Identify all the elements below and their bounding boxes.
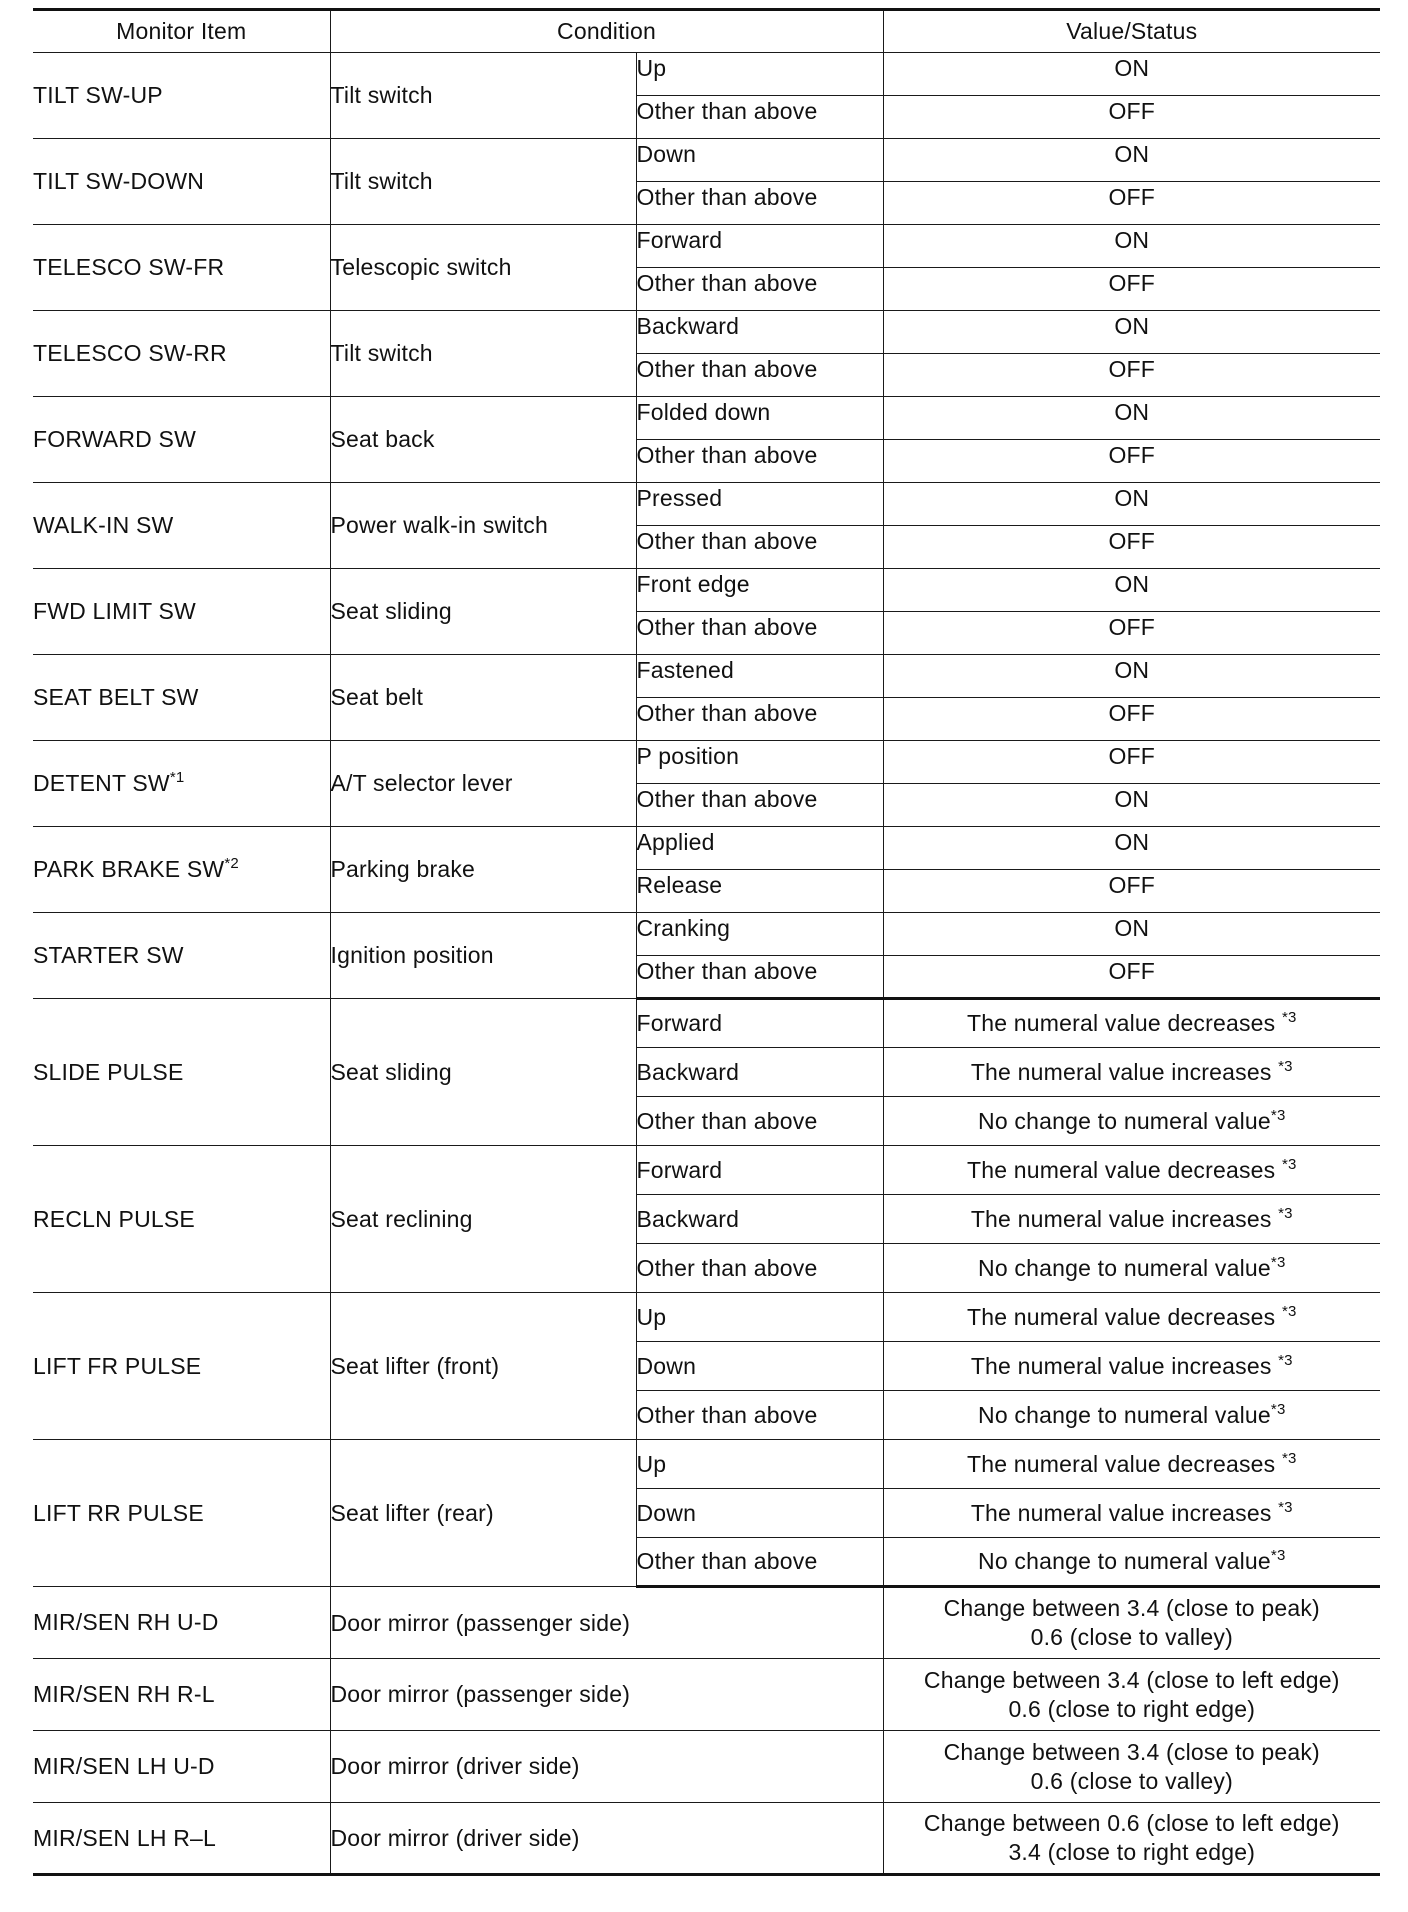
condition-label: Door mirror (driver side) xyxy=(330,1803,883,1875)
value-status: ON xyxy=(883,53,1380,96)
value-status xyxy=(883,1195,1380,1244)
value-status: OFF xyxy=(883,956,1380,999)
value-status xyxy=(883,1538,1380,1587)
value-status xyxy=(883,1097,1380,1146)
condition-state: Backward xyxy=(636,1048,883,1097)
table-row xyxy=(33,1146,1380,1195)
mirror-sensor-items-section xyxy=(33,1587,1380,1875)
condition-label: Seat lifter (rear) xyxy=(330,1440,636,1587)
condition-label: Door mirror (driver side) xyxy=(330,1731,883,1803)
table-row xyxy=(33,913,1380,956)
condition-state: Down xyxy=(636,1342,883,1391)
footnote-marker: *3 xyxy=(1281,1155,1297,1173)
monitor-item-name: SLIDE PULSE xyxy=(33,999,330,1146)
condition-label: Power walk-in switch xyxy=(330,483,636,569)
condition-state: Other than above xyxy=(636,354,883,397)
value-status: OFF xyxy=(883,526,1380,569)
condition-state: P position xyxy=(636,741,883,784)
value-status: ON xyxy=(883,397,1380,440)
value-status: OFF xyxy=(883,870,1380,913)
condition-label: Seat reclining xyxy=(330,1146,636,1293)
condition-state: Other than above xyxy=(636,96,883,139)
value-status: OFF xyxy=(883,440,1380,483)
value-status xyxy=(883,1803,1380,1875)
condition-state: Other than above xyxy=(636,784,883,827)
value-status xyxy=(883,1440,1380,1489)
value-status: ON xyxy=(883,139,1380,182)
header-monitor-item: Monitor Item xyxy=(33,10,330,53)
value-status: OFF xyxy=(883,354,1380,397)
monitor-item-name: TILT SW-UP xyxy=(33,53,330,139)
value-status-text: The numeral value increases xyxy=(970,1205,1279,1232)
table-row xyxy=(33,397,1380,440)
footnote-marker: *3 xyxy=(1278,1204,1293,1222)
monitor-item-name-text: DETENT SW xyxy=(33,770,170,796)
condition-label: Tilt switch xyxy=(330,53,636,139)
condition-state: Other than above xyxy=(636,1391,883,1440)
table-row xyxy=(33,483,1380,526)
table-row xyxy=(33,1803,1380,1875)
condition-state: Up xyxy=(636,1440,883,1489)
value-status xyxy=(883,1659,1380,1731)
table-row xyxy=(33,569,1380,612)
condition-label: Seat sliding xyxy=(330,569,636,655)
monitor-item-name xyxy=(33,741,330,827)
condition-state: Other than above xyxy=(636,526,883,569)
value-status: ON xyxy=(883,784,1380,827)
value-status: ON xyxy=(883,827,1380,870)
value-line-2: 0.6 (close to right edge) xyxy=(1008,1695,1256,1722)
value-status: OFF xyxy=(883,268,1380,311)
table-row xyxy=(33,1659,1380,1731)
value-status-text: The numeral value increases xyxy=(970,1499,1279,1526)
footnote-marker: *3 xyxy=(1270,1106,1286,1124)
value-line-1: Change between 3.4 (close to peak) xyxy=(943,1595,1320,1621)
monitor-item-name: MIR/SEN LH U-D xyxy=(33,1731,330,1803)
value-line-1: Change between 0.6 (close to left edge) xyxy=(923,1810,1340,1836)
table-row xyxy=(33,53,1380,96)
monitor-item-name: MIR/SEN LH R–L xyxy=(33,1803,330,1875)
table-row xyxy=(33,1440,1380,1489)
value-status: ON xyxy=(883,225,1380,268)
condition-label: Tilt switch xyxy=(330,139,636,225)
condition-state: Forward xyxy=(636,225,883,268)
table-row xyxy=(33,1293,1380,1342)
condition-state: Other than above xyxy=(636,1097,883,1146)
condition-state: Pressed xyxy=(636,483,883,526)
value-status xyxy=(883,1048,1380,1097)
condition-state: Other than above xyxy=(636,612,883,655)
condition-state: Other than above xyxy=(636,698,883,741)
value-status-text: The numeral value decreases xyxy=(966,1010,1282,1036)
monitor-item-name: MIR/SEN RH R-L xyxy=(33,1659,330,1731)
header-value-status: Value/Status xyxy=(883,10,1380,53)
value-status: ON xyxy=(883,311,1380,354)
value-status-text: The numeral value decreases xyxy=(966,1450,1282,1477)
footnote-marker: *3 xyxy=(1278,1498,1293,1516)
table-row xyxy=(33,827,1380,870)
monitor-item-name-text: PARK BRAKE SW xyxy=(33,856,225,882)
value-line-2: 3.4 (close to right edge) xyxy=(1008,1839,1256,1865)
header-condition: Condition xyxy=(330,10,883,53)
value-status-text: No change to numeral value xyxy=(978,1254,1271,1281)
condition-state: Forward xyxy=(636,1146,883,1195)
value-status xyxy=(883,1391,1380,1440)
value-status xyxy=(883,1489,1380,1538)
footnote-marker: *3 xyxy=(1270,1253,1286,1271)
condition-label: Seat belt xyxy=(330,655,636,741)
table-row xyxy=(33,139,1380,182)
monitor-item-name: STARTER SW xyxy=(33,913,330,999)
value-status xyxy=(883,1731,1380,1803)
footnote-marker: *3 xyxy=(1278,1057,1293,1075)
value-status: OFF xyxy=(883,182,1380,225)
value-status-text: The numeral value increases xyxy=(970,1352,1279,1379)
condition-label: Tilt switch xyxy=(330,311,636,397)
condition-state: Up xyxy=(636,1293,883,1342)
monitor-item-name xyxy=(33,827,330,913)
value-status-text: No change to numeral value xyxy=(978,1401,1271,1428)
condition-state: Other than above xyxy=(636,440,883,483)
monitor-item-name: FORWARD SW xyxy=(33,397,330,483)
monitor-item-name: TELESCO SW-FR xyxy=(33,225,330,311)
value-status: OFF xyxy=(883,96,1380,139)
value-status-text: No change to numeral value xyxy=(978,1548,1271,1574)
condition-state: Backward xyxy=(636,311,883,354)
condition-state: Cranking xyxy=(636,913,883,956)
value-status-text: The numeral value decreases xyxy=(966,1303,1282,1330)
value-status xyxy=(883,1342,1380,1391)
value-status-text: No change to numeral value xyxy=(978,1107,1271,1134)
value-status xyxy=(883,1244,1380,1293)
condition-label: Seat back xyxy=(330,397,636,483)
monitor-item-table xyxy=(33,8,1380,1876)
monitor-item-name: TILT SW-DOWN xyxy=(33,139,330,225)
footnote-marker: *3 xyxy=(1270,1547,1286,1564)
pulse-items-section xyxy=(33,999,1380,1587)
table-row xyxy=(33,311,1380,354)
condition-label: Ignition position xyxy=(330,913,636,999)
value-line-2: 0.6 (close to valley) xyxy=(1030,1624,1233,1650)
footnote-marker: *3 xyxy=(1270,1400,1286,1418)
table-row xyxy=(33,225,1380,268)
condition-state: Other than above xyxy=(636,1538,883,1587)
value-status: OFF xyxy=(883,741,1380,784)
condition-label: Door mirror (passenger side) xyxy=(330,1587,883,1659)
monitor-item-name: LIFT FR PULSE xyxy=(33,1293,330,1440)
condition-state: Up xyxy=(636,53,883,96)
value-status xyxy=(883,1293,1380,1342)
monitor-item-name: MIR/SEN RH U-D xyxy=(33,1587,330,1659)
value-status: OFF xyxy=(883,698,1380,741)
value-line-1: Change between 3.4 (close to left edge) xyxy=(923,1666,1340,1693)
value-status-text: The numeral value decreases xyxy=(966,1156,1282,1183)
condition-state: Other than above xyxy=(636,956,883,999)
condition-label: Telescopic switch xyxy=(330,225,636,311)
condition-label: A/T selector lever xyxy=(330,741,636,827)
footnote-marker: *2 xyxy=(224,855,239,872)
monitor-item-name: TELESCO SW-RR xyxy=(33,311,330,397)
condition-state: Other than above xyxy=(636,268,883,311)
condition-label: Seat lifter (front) xyxy=(330,1293,636,1440)
footnote-marker: *3 xyxy=(1281,1302,1297,1320)
condition-label: Door mirror (passenger side) xyxy=(330,1659,883,1731)
monitor-item-name: FWD LIMIT SW xyxy=(33,569,330,655)
value-status xyxy=(883,1587,1380,1659)
value-line-2: 0.6 (close to valley) xyxy=(1030,1767,1233,1794)
condition-state: Forward xyxy=(636,999,883,1048)
value-status-text: The numeral value increases xyxy=(970,1058,1279,1085)
monitor-item-name: SEAT BELT SW xyxy=(33,655,330,741)
condition-state: Fastened xyxy=(636,655,883,698)
header-row xyxy=(33,10,1380,53)
value-status: ON xyxy=(883,569,1380,612)
table-row xyxy=(33,741,1380,784)
table-row xyxy=(33,655,1380,698)
condition-state: Folded down xyxy=(636,397,883,440)
value-status: ON xyxy=(883,483,1380,526)
condition-state: Other than above xyxy=(636,182,883,225)
value-status xyxy=(883,999,1380,1048)
condition-state: Backward xyxy=(636,1195,883,1244)
value-status: ON xyxy=(883,913,1380,956)
value-status xyxy=(883,1146,1380,1195)
monitor-item-name: RECLN PULSE xyxy=(33,1146,330,1293)
footnote-marker: *1 xyxy=(169,769,185,786)
value-line-1: Change between 3.4 (close to peak) xyxy=(943,1738,1320,1765)
value-status: ON xyxy=(883,655,1380,698)
value-status: OFF xyxy=(883,612,1380,655)
table-row xyxy=(33,1587,1380,1659)
condition-state: Applied xyxy=(636,827,883,870)
condition-label: Seat sliding xyxy=(330,999,636,1146)
condition-label: Parking brake xyxy=(330,827,636,913)
monitor-item-name: WALK-IN SW xyxy=(33,483,330,569)
switch-items-section xyxy=(33,53,1380,999)
condition-state: Down xyxy=(636,139,883,182)
condition-state: Front edge xyxy=(636,569,883,612)
monitor-item-name: LIFT RR PULSE xyxy=(33,1440,330,1587)
footnote-marker: *3 xyxy=(1278,1351,1293,1369)
footnote-marker: *3 xyxy=(1281,1009,1297,1026)
table-row xyxy=(33,999,1380,1048)
condition-state: Down xyxy=(636,1489,883,1538)
condition-state: Other than above xyxy=(636,1244,883,1293)
condition-state: Release xyxy=(636,870,883,913)
table-row xyxy=(33,1731,1380,1803)
footnote-marker: *3 xyxy=(1281,1449,1297,1467)
